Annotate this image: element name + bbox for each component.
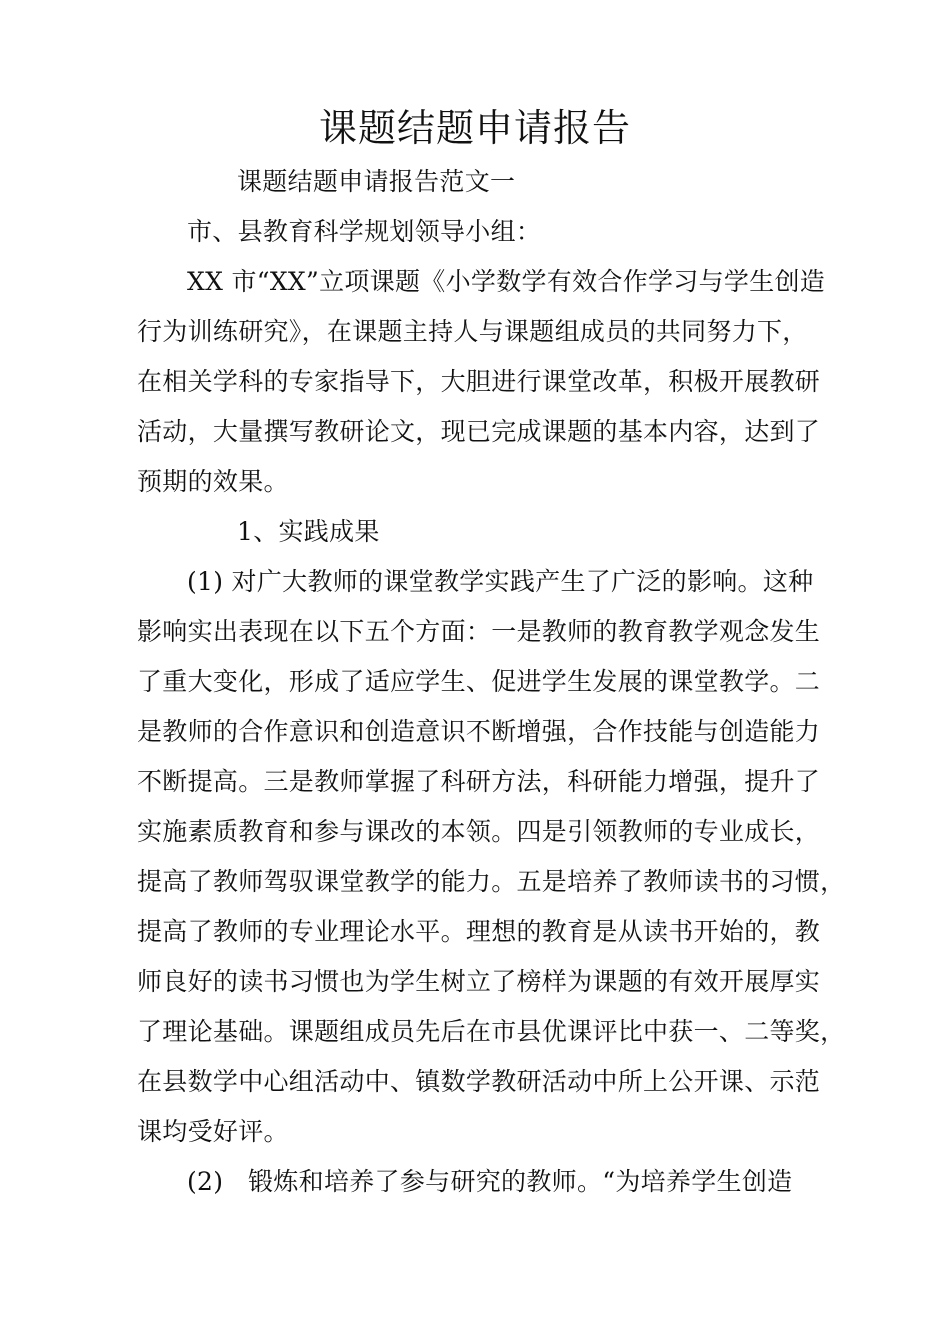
salutation: 市、县教育科学规划领导小组： [187, 217, 542, 246]
paragraph-line: 是教师的合作意识和创造意识不断增强，合作技能与创造能力 [137, 717, 821, 746]
paragraph-line: 提高了教师驾驭课堂教学的能力。五是培养了教师读书的习惯， [137, 867, 846, 896]
paragraph-line: 活动，大量撰写教研论文，现已完成课题的基本内容，达到了 [137, 417, 821, 446]
document-title: 课题结题申请报告 [318, 106, 631, 150]
section-heading: 1、实践成果 [237, 517, 380, 546]
subtitle: 课题结题申请报告范文一 [237, 167, 516, 196]
paragraph-line: 师良好的读书习惯也为学生树立了榜样为课题的有效开展厚实 [137, 967, 821, 996]
paragraph-line: 了重大变化，形成了适应学生、促进学生发展的课堂教学。二 [137, 667, 821, 696]
paragraph-line: 行为训练研究》，在课题主持人与课题组成员的共同努力下， [137, 317, 808, 346]
paragraph-line: (2) 锻炼和培养了参与研究的教师。“为培养学生创造 [187, 1167, 793, 1196]
paragraph-line: (1) 对广大教师的课堂教学实践产生了广泛的影响。这种 [187, 567, 814, 596]
paragraph-line: 课均受好评。 [137, 1117, 289, 1146]
paragraph-line: 不断提高。三是教师掌握了科研方法，科研能力增强，提升了 [137, 767, 821, 796]
paragraph-line: 了理论基础。课题组成员先后在市县优课评比中获一、二等奖， [137, 1017, 846, 1046]
paragraph-line: 提高了教师的专业理论水平。理想的教育是从读书开始的，教 [137, 917, 821, 946]
paragraph-line: 实施素质教育和参与课改的本领。四是引领教师的专业成长， [137, 817, 821, 846]
paragraph-line: 影响实出表现在以下五个方面：一是教师的教育教学观念发生 [137, 617, 821, 646]
paragraph-line: 在相关学科的专家指导下，大胆进行课堂改革，积极开展教研 [137, 367, 821, 396]
paragraph-line: 在县数学中心组活动中、镇数学教研活动中所上公开课、示范 [137, 1067, 821, 1096]
paragraph-line: 预期的效果。 [137, 467, 289, 496]
paragraph-line: XX 市“XX”立项课题《小学数学有效合作学习与学生创造 [187, 267, 826, 296]
